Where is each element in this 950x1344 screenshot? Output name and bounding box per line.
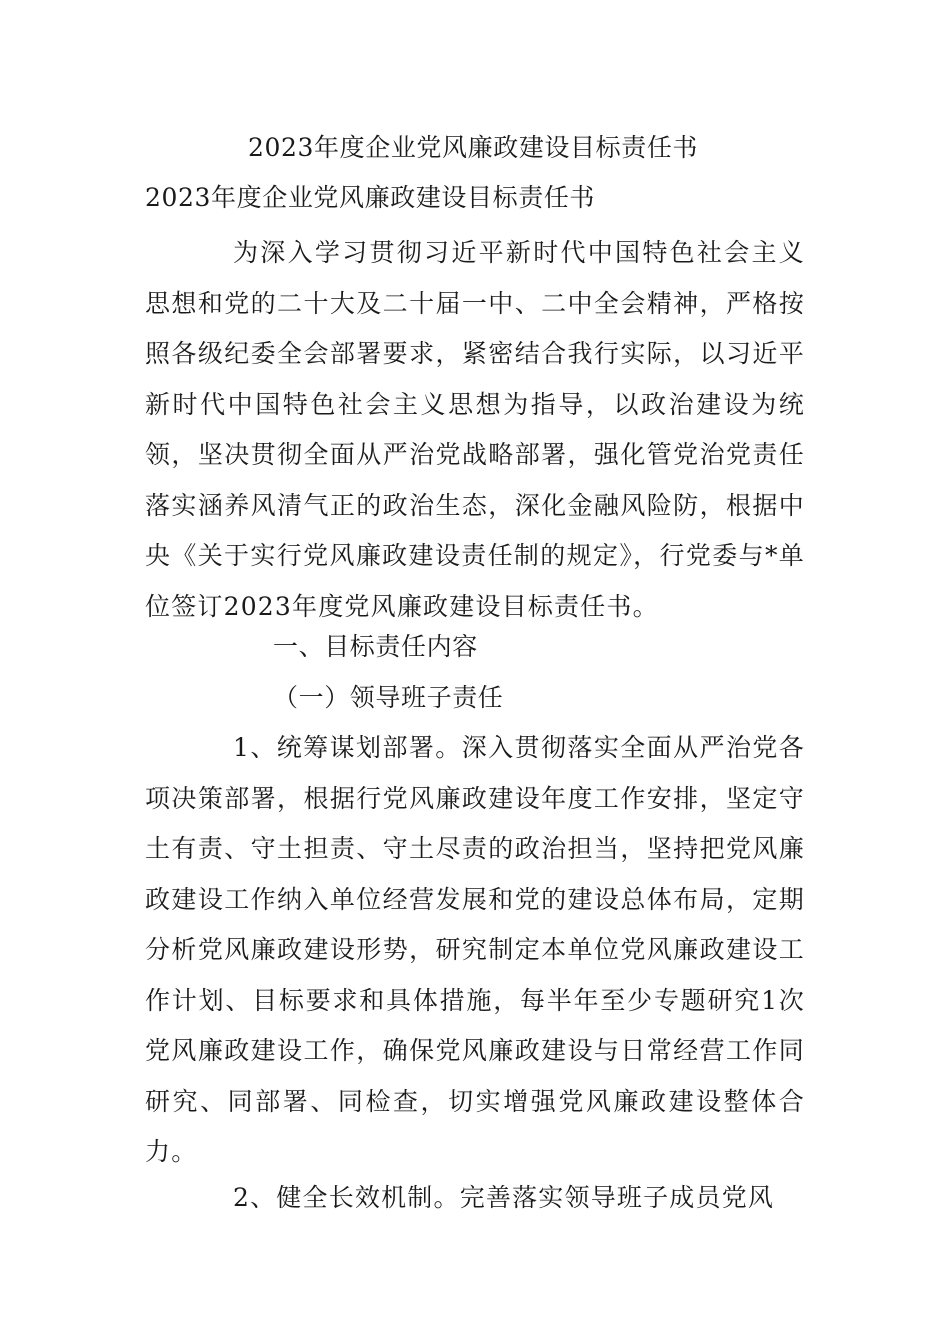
subsection-heading: （一）领导班子责任 [273, 683, 504, 712]
item-1-paragraph: 1、统筹谋划部署。深入贯彻落实全面从严治党各项决策部署，根据行党风廉政建设年度工作安排，坚定守土有责、守土担责、守土尽责的政治担当，坚持把党风廉政建设工作纳入单位经营发展和党的建设总体布局，定期分析党风廉政建设形势，研究制定本单位党风廉政建设工作计划、目标要求和具体措施，每半年至少专题研究1次党风廉政建设工作，确保党风廉政建设与日常经营工作同研究、同部署、同检查，切实增强党风廉政建设整体合力。 [145, 733, 805, 1166]
intro-paragraph: 为深入学习贯彻习近平新时代中国特色社会主义思想和党的二十大及二十届一中、二中全会精神，严格按照各级纪委全会部署要求，紧密结合我行实际，以习近平新时代中国特色社会主义思想为指导，以政治建设为统领，坚决贯彻全面从严治党战略部署，强化管党治党责任落实涵养风清气正的政治生态，深化金融风险防，根据中央《关于实行党风廉政建设责任制的规定》，行党委与*单位签订2023年度党风廉政建设目标责任书。 [145, 238, 805, 621]
document-subtitle: 2023年度企业党风廉政建设目标责任书 [145, 183, 596, 212]
document-title: 2023年度企业党风廉政建设目标责任书 [248, 133, 699, 162]
item-2-paragraph: 2、健全长效机制。完善落实领导班子成员党风 [233, 1183, 775, 1212]
section-heading: 一、目标责任内容 [273, 632, 478, 661]
